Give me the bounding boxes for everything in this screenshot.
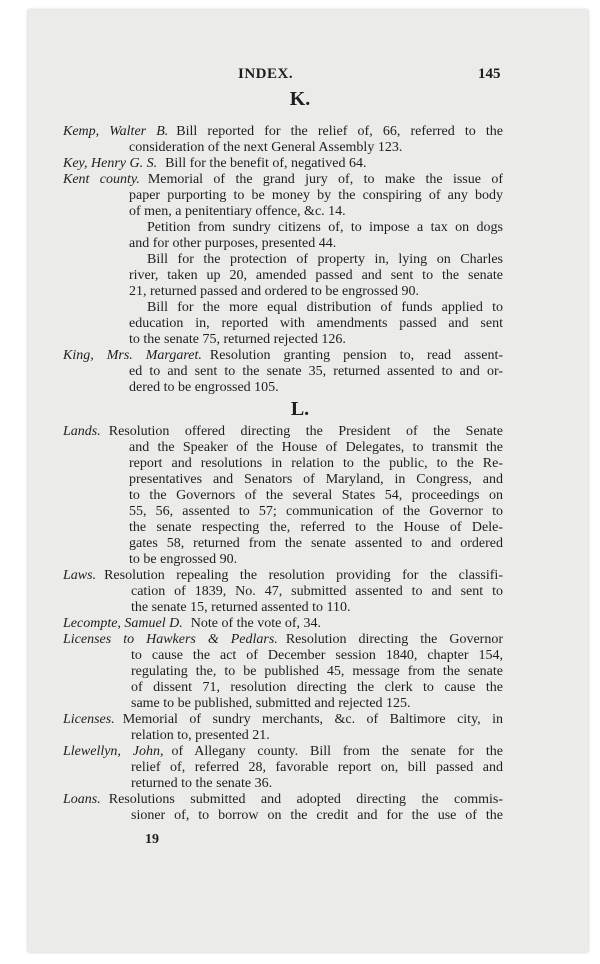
entry-line — [63, 220, 503, 236]
entry-line — [63, 456, 503, 472]
entry-heading: Kent county. — [63, 172, 140, 187]
entry-line — [63, 536, 503, 552]
entry-line — [63, 664, 503, 680]
entry-line — [63, 364, 503, 380]
entry-line — [63, 284, 503, 300]
entry-text: Resolution directing the Governor — [285, 632, 503, 647]
entry-heading: Kemp, Walter B. — [63, 124, 169, 139]
entry-line — [63, 520, 503, 536]
entry-line — [63, 680, 503, 696]
entry-line — [63, 472, 503, 488]
entry-text: 55, 56, assented to 57; communication of the Governor to — [129, 504, 503, 519]
entry-text: ed to and sent to the senate 35, returned assented to and or- — [129, 364, 503, 379]
entry-line — [63, 236, 503, 252]
entry-line — [63, 332, 503, 348]
entry-text: of Allegany county. Bill from the senate for the — [171, 744, 503, 759]
entry-text: Memorial of sundry merchants, &c. of Baltimore city, in — [122, 712, 503, 727]
section-letter-k: K. — [289, 88, 311, 110]
entry-line — [63, 124, 503, 140]
entry-text: Bill for the more equal distribution of funds applied to — [147, 300, 503, 315]
entry-line — [63, 712, 503, 728]
index-entry — [63, 712, 503, 744]
entry-line — [63, 380, 503, 396]
entry-text: of men, a penitentiary offence, &c. 14. — [129, 204, 346, 219]
entry-heading: Llewellyn, John, — [63, 744, 164, 759]
entry-text: Bill reported for the relief of, 66, referred to the — [176, 124, 503, 139]
entry-text: paper purporting to be money by the conspiring of any body — [129, 188, 503, 203]
entry-line — [63, 204, 503, 220]
index-entry — [63, 616, 503, 632]
entry-text: relation to, presented 21. — [131, 728, 270, 743]
entry-text: 21, returned passed and ordered to be engrossed 90. — [129, 284, 420, 299]
entry-line — [63, 348, 503, 364]
entry-line — [63, 172, 503, 188]
entry-text: river, taken up 20, amended passed and sent to the senate — [129, 268, 503, 283]
entry-text: Resolution offered directing the President of the Senate — [108, 424, 503, 439]
entry-line — [63, 584, 503, 600]
entry-line — [63, 728, 503, 744]
entry-line — [63, 440, 503, 456]
entry-text: the senate respecting the, referred to the House of Dele- — [129, 520, 503, 535]
running-header-title: INDEX. — [238, 66, 294, 82]
entry-line — [63, 696, 503, 712]
entry-line — [63, 156, 503, 172]
entry-text: Petition from sundry citizens of, to impose a tax on dogs — [147, 220, 503, 235]
entry-text: Bill for the benefit of, negatived 64. — [165, 156, 367, 171]
entry-text: same to be published, submitted and rejected 125. — [131, 696, 411, 711]
entry-text: Resolution repealing the resolution providing for the classifi- — [104, 568, 503, 583]
index-section-l — [63, 424, 503, 824]
entry-line — [63, 632, 503, 648]
entry-line — [63, 316, 503, 332]
index-entry — [63, 156, 503, 172]
entry-line — [63, 776, 503, 792]
entry-line — [63, 616, 503, 632]
index-entry — [63, 348, 503, 396]
entry-text: and for other purposes, presented 44. — [129, 236, 337, 251]
entry-text: Memorial of the grand jury of, to make the issue of — [147, 172, 503, 187]
index-section-k — [63, 124, 503, 396]
signature-mark: 19 — [145, 832, 159, 847]
entry-line — [63, 504, 503, 520]
entry-line — [63, 648, 503, 664]
index-entry — [63, 744, 503, 792]
entry-line — [63, 488, 503, 504]
index-entry — [63, 632, 503, 712]
entry-heading: Lecompte, Samuel D. — [63, 616, 183, 631]
entry-text: of dissent 71, resolution directing the clerk to cause the — [131, 680, 503, 695]
page-number: 145 — [478, 66, 501, 82]
entry-heading: King, Mrs. Margaret. — [63, 348, 202, 363]
entry-text: returned to the senate 36. — [131, 776, 273, 791]
entry-heading: Loans. — [63, 792, 101, 807]
entry-line — [63, 300, 503, 316]
entry-text: and the Speaker of the House of Delegates, to transmit the — [129, 440, 503, 455]
index-entry — [63, 172, 503, 348]
index-entry — [63, 424, 503, 568]
entry-line — [63, 600, 503, 616]
entry-text: Resolution granting pension to, read assent- — [209, 348, 503, 363]
entry-text: to the Governors of the several States 54, proceedings on — [129, 488, 503, 503]
entry-text: cation of 1839, No. 47, submitted assented to and sent to — [131, 584, 503, 599]
index-entry — [63, 792, 503, 824]
entry-line — [63, 140, 503, 156]
entry-line — [63, 760, 503, 776]
entry-text: to the senate 75, returned rejected 126. — [129, 332, 346, 347]
entry-text: gates 58, returned from the senate assented to and ordered — [129, 536, 503, 551]
entry-text: Note of the vote of, 34. — [190, 616, 322, 631]
entry-heading: Laws. — [63, 568, 97, 583]
entry-heading: Key, Henry G. S. — [63, 156, 158, 171]
entry-line — [63, 568, 503, 584]
entry-text: the senate 15, returned assented to 110. — [131, 600, 351, 615]
entry-text: education in, reported with amendments passed and sent — [129, 316, 503, 331]
entry-line — [63, 424, 503, 440]
entry-text: report and resolutions in relation to the public, to the Re- — [129, 456, 503, 471]
entry-text: presentatives and Senators of Maryland, in Congress, and — [129, 472, 503, 487]
entry-text: to cause the act of December session 1840, chapter 154, — [131, 648, 503, 663]
entry-heading: Lands. — [63, 424, 101, 439]
entry-heading: Licenses to Hawkers & Pedlars. — [63, 632, 278, 647]
entry-line — [63, 252, 503, 268]
entry-text: Resolutions submitted and adopted directing the commis- — [108, 792, 503, 807]
entry-text: Bill for the protection of property in, lying on Charles — [147, 252, 503, 267]
entry-line — [63, 188, 503, 204]
entry-text: to be engrossed 90. — [129, 552, 238, 567]
entry-line — [63, 808, 503, 824]
entry-text: relief of, referred 28, favorable report on, bill passed and — [131, 760, 503, 775]
index-entry — [63, 568, 503, 616]
entry-text: consideration of the next General Assembly 123. — [129, 140, 403, 155]
section-letter-l: L. — [290, 398, 310, 420]
entry-text: dered to be engrossed 105. — [129, 380, 279, 395]
entry-line — [63, 744, 503, 760]
entry-line — [63, 552, 503, 568]
entry-line — [63, 268, 503, 284]
index-entry — [63, 124, 503, 156]
entry-heading: Licenses. — [63, 712, 115, 727]
entry-text: sioner of, to borrow on the credit and for the use of the — [131, 808, 503, 823]
entry-line — [63, 792, 503, 808]
entry-text: regulating the, to be published 45, message from the senate — [131, 664, 503, 679]
